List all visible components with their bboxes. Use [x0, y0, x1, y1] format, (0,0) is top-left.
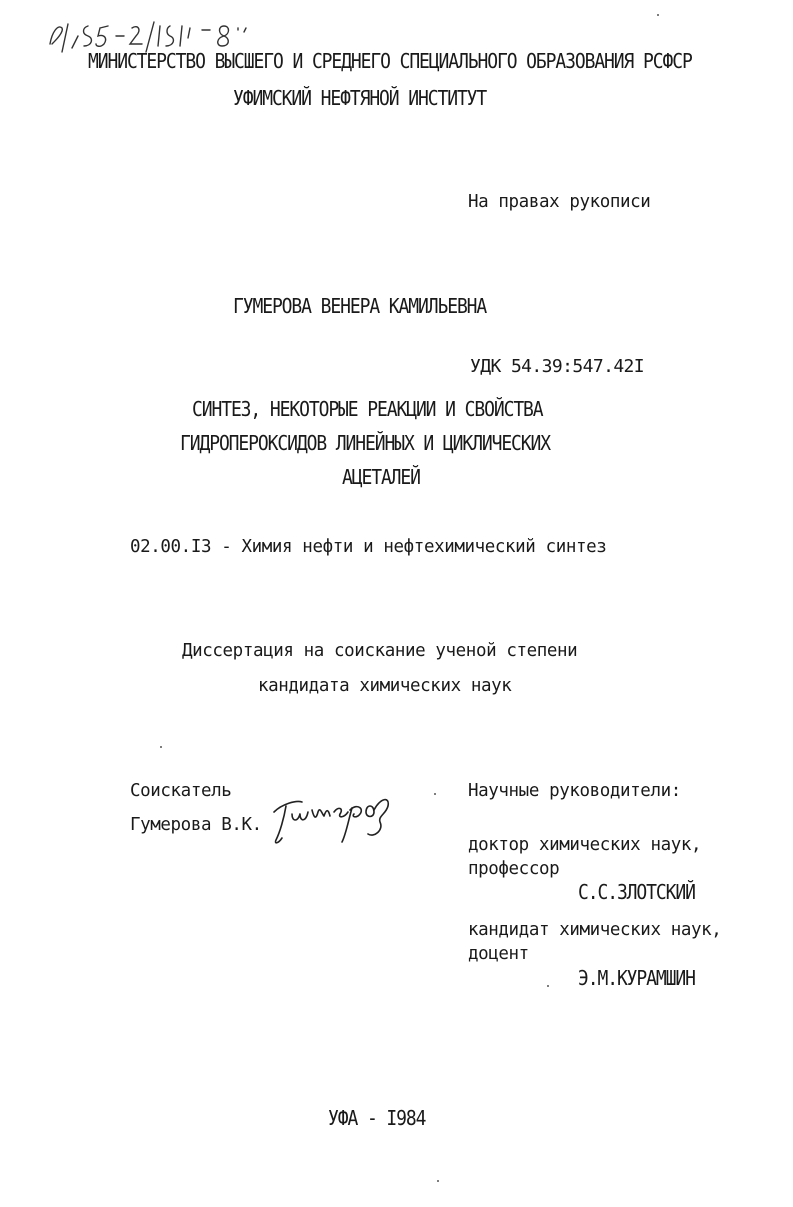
supervisor-1-degree: доктор химических наук, — [468, 835, 702, 855]
city-year: УФА - I984 — [328, 1107, 426, 1131]
thesis-title-line-2: ГИДРОПЕРОКСИДОВ ЛИНЕЙНЫХ И ЦИКЛИЧЕСКИХ — [180, 432, 551, 456]
institute-heading: УФИМСКИЙ НЕФТЯНОЙ ИНСТИТУТ — [233, 87, 487, 111]
supervisor-2-degree: кандидат химических наук, — [468, 920, 722, 940]
scan-speck — [547, 985, 549, 987]
scan-speck — [437, 1180, 439, 1182]
applicant-name: Гумерова В.К. — [130, 815, 262, 835]
applicant-signature — [262, 782, 402, 856]
supervisor-1-rank: профессор — [468, 859, 560, 879]
ministry-heading: МИНИСТЕРСТВО ВЫСШЕГО И СРЕДНЕГО СПЕЦИАЛЬНОГО ОБРАЗОВАНИЯ РСФСР — [88, 50, 692, 74]
thesis-title-line-1: СИНТЕЗ, НЕКОТОРЫЕ РЕАКЦИИ И СВОЙСТВА — [192, 398, 543, 422]
dissertation-line-1: Диссертация на соискание ученой степени — [182, 641, 578, 661]
signature-image — [262, 782, 402, 852]
supervisors-label: Научные руководители: — [468, 781, 681, 801]
dissertation-line-2: кандидата химических наук — [258, 676, 512, 696]
scan-speck — [657, 14, 659, 16]
thesis-title-line-3: АЦЕТАЛЕЙ — [342, 466, 420, 490]
scan-speck — [160, 746, 162, 748]
applicant-label: Соискатель — [130, 781, 232, 801]
specialty-code: 02.00.I3 - Химия нефти и нефтехимический синтез — [130, 537, 607, 557]
scan-speck — [434, 793, 436, 795]
author-name: ГУМЕРОВА ВЕНЕРА КАМИЛЬЕВНА — [233, 295, 487, 319]
manuscript-rights-note: На правах рукописи — [468, 192, 651, 212]
udc-code: УДК 54.39:547.42I — [470, 356, 645, 377]
supervisor-2-rank: доцент — [468, 944, 529, 964]
supervisor-2-name: Э.М.КУРАМШИН — [578, 967, 695, 991]
supervisor-1-name: С.С.ЗЛОТСКИЙ — [578, 881, 695, 905]
